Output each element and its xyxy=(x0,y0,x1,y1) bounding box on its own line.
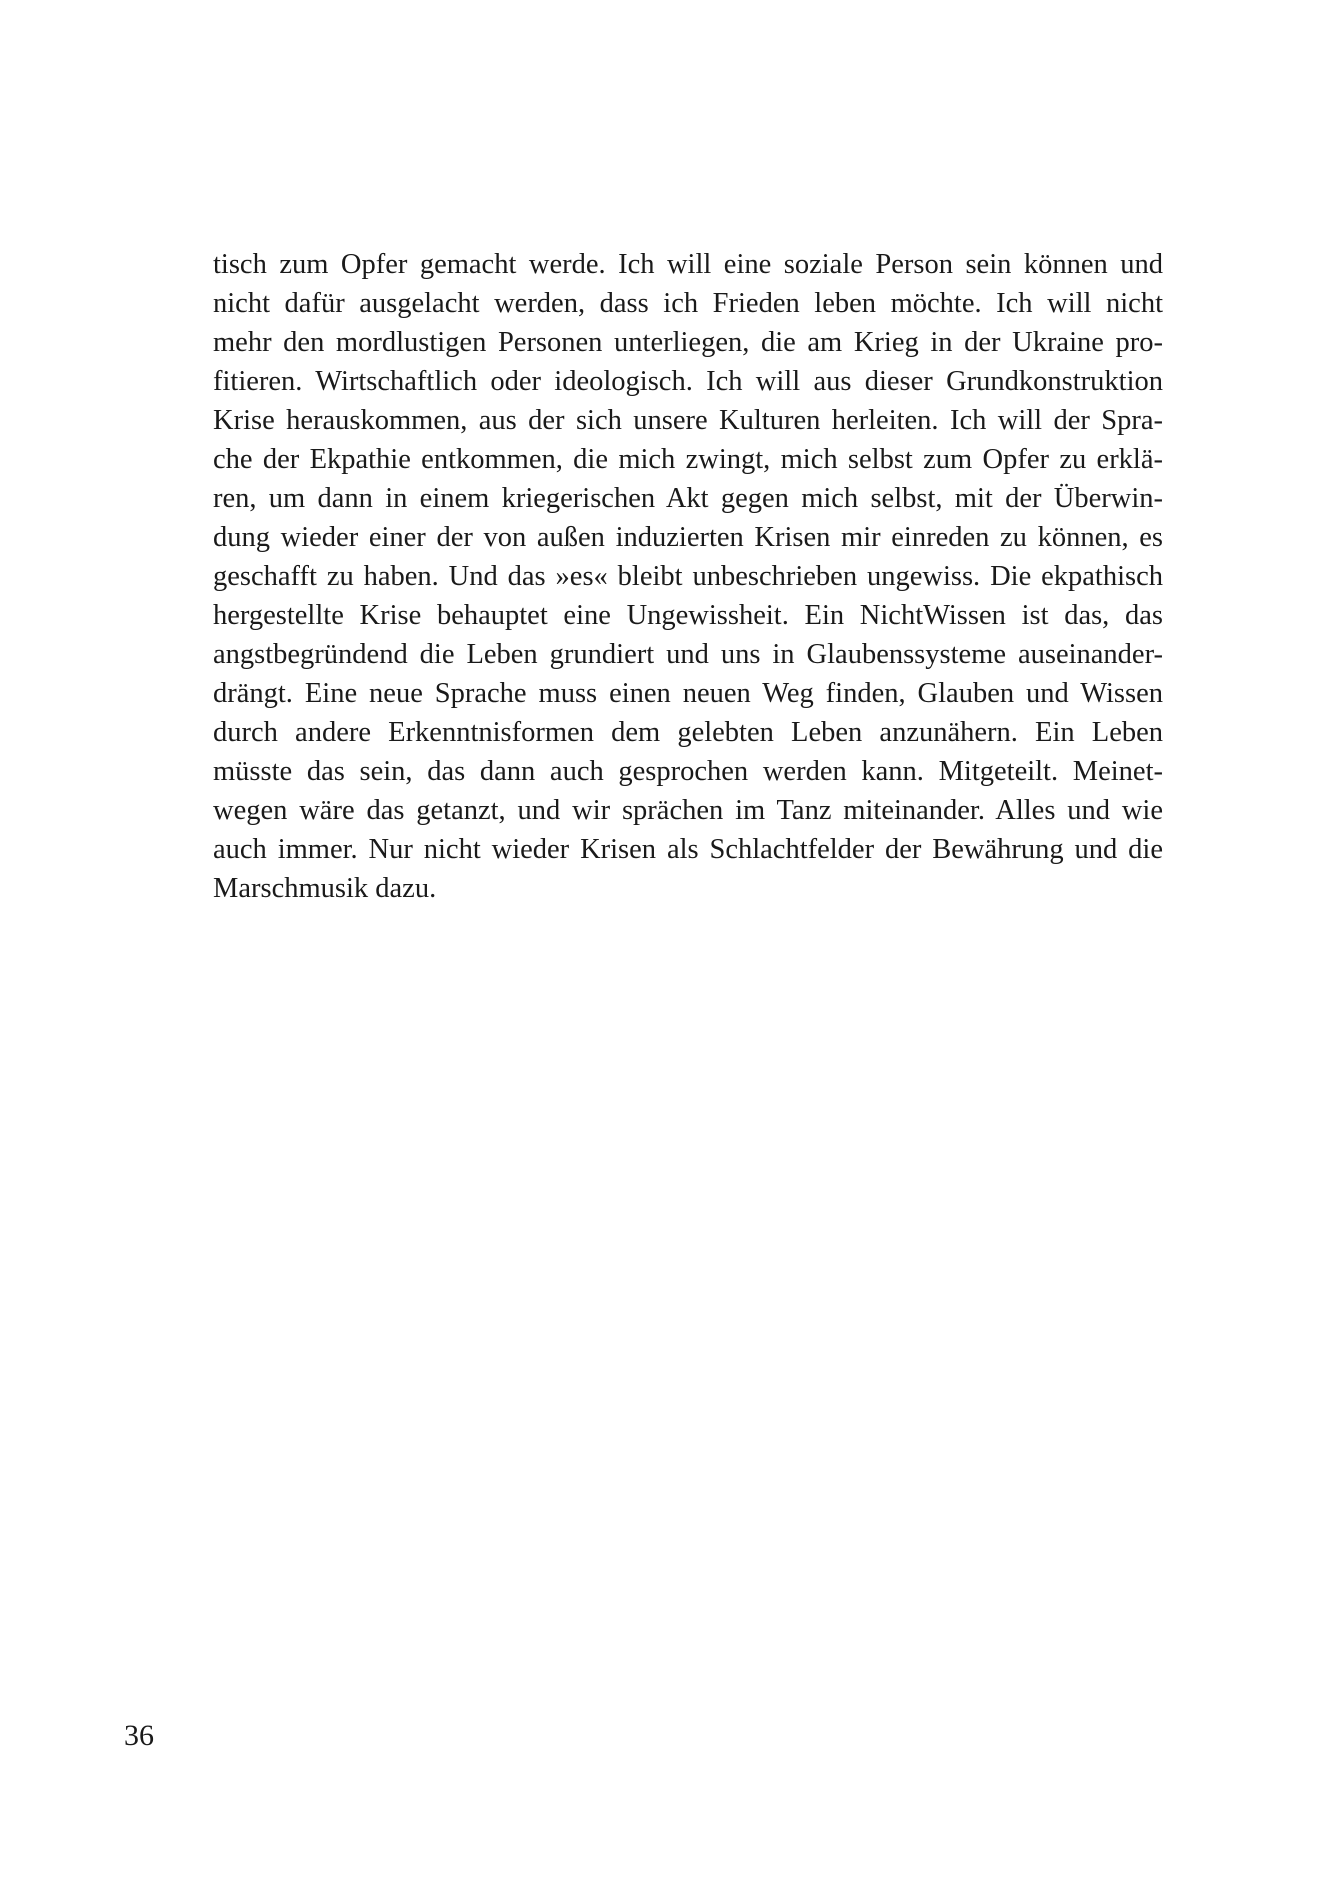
text-line-last: Marschmusik dazu. xyxy=(213,873,437,904)
text-line: ren, um dann in einem kriegerischen Akt gegen mich selbst, mit der Überwin- xyxy=(213,483,1163,514)
text-line: mehr den mordlustigen Personen unterliegen, die am Krieg in der Ukraine pro- xyxy=(213,327,1163,358)
body-text xyxy=(213,245,1163,908)
text-line: geschafft zu haben. Und das »es« bleibt unbeschrieben ungewiss. Die ekpathisch xyxy=(213,561,1163,592)
text-line: hergestellte Krise behauptet eine Ungewissheit. Ein NichtWissen ist das, das xyxy=(213,600,1163,631)
text-line: auch immer. Nur nicht wieder Krisen als Schlachtfelder der Bewährung und die xyxy=(213,834,1163,865)
text-line: che der Ekpathie entkommen, die mich zwingt, mich selbst zum Opfer zu erklä- xyxy=(213,444,1163,475)
text-line: durch andere Erkenntnisformen dem gelebten Leben anzunähern. Ein Leben xyxy=(213,717,1163,748)
text-line: dung wieder einer der von außen induzierten Krisen mir einreden zu können, es xyxy=(213,522,1163,553)
text-line: tisch zum Opfer gemacht werde. Ich will eine soziale Person sein können und xyxy=(213,249,1163,280)
text-line: fitieren. Wirtschaftlich oder ideologisch. Ich will aus dieser Grundkonstruktion xyxy=(213,366,1163,397)
page-number: 36 xyxy=(124,1719,154,1752)
text-line: wegen wäre das getanzt, und wir sprächen im Tanz miteinander. Alles und wie xyxy=(213,795,1163,826)
text-line: müsste das sein, das dann auch gesprochen werden kann. Mitgeteilt. Meinet- xyxy=(213,756,1163,787)
text-line: Krise herauskommen, aus der sich unsere Kulturen herleiten. Ich will der Spra- xyxy=(213,405,1163,436)
text-line: angstbegründend die Leben grundiert und uns in Glaubenssysteme auseinander- xyxy=(213,639,1163,670)
text-line: nicht dafür ausgelacht werden, dass ich Frieden leben möchte. Ich will nicht xyxy=(213,288,1163,319)
text-line: drängt. Eine neue Sprache muss einen neuen Weg finden, Glauben und Wissen xyxy=(213,678,1163,709)
